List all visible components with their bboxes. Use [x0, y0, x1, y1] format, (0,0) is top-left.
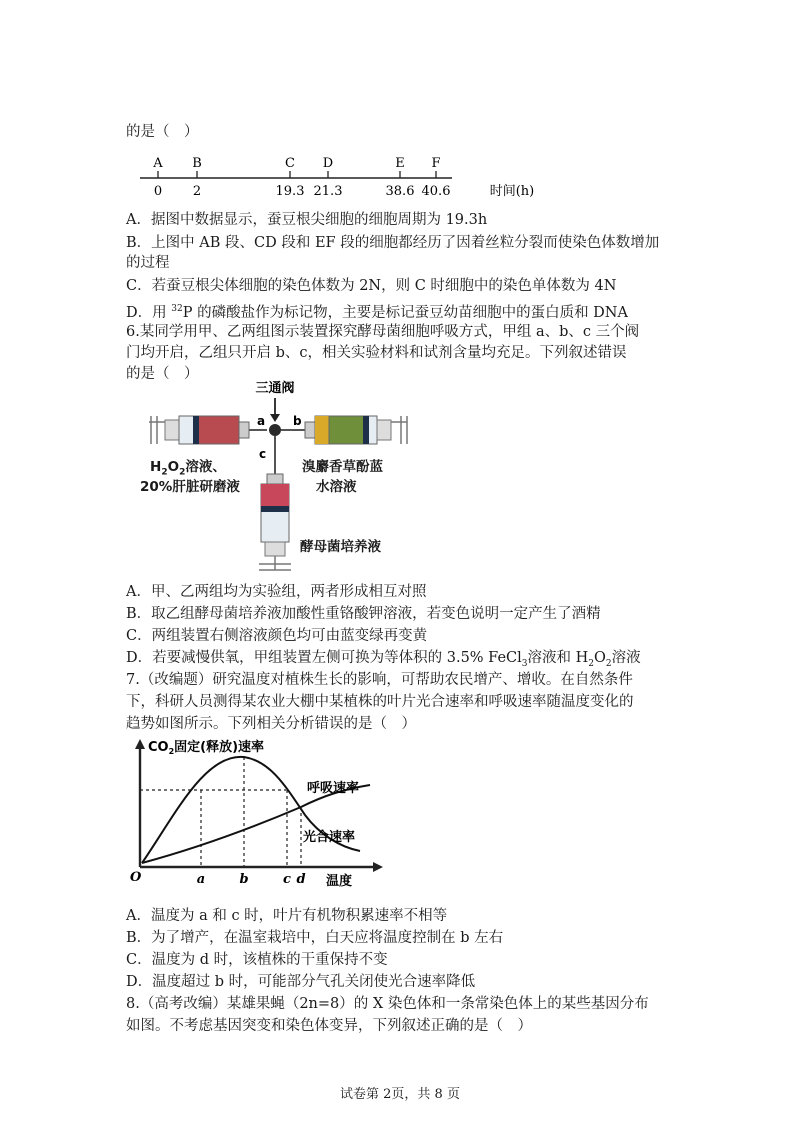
- q6-option-d: D．若要减慢供氧，甲组装置左侧可换为等体积的 3.5% FeCl$_3$溶液和 $H_2O_2$溶液: [126, 650, 641, 669]
- timeline-unit: 时间(h): [489, 184, 535, 199]
- q8-stem-line2: 如图。不考虑基因突变和染色体变异，下列叙述正确的是（ ）: [126, 1018, 532, 1034]
- timeline-hour-label: 2: [192, 184, 202, 199]
- timeline-hour-label: 0: [153, 184, 163, 199]
- bottom-syringe: [259, 474, 291, 570]
- photosynthesis-series-label: 光合速率: [303, 830, 356, 845]
- x-tick-label: c: [283, 872, 291, 887]
- timeline-point-label: B: [192, 156, 202, 171]
- q7-stem-line3: 趋势如图所示。下列相关分析错误的是（ ）: [126, 716, 416, 732]
- respiration-curve: [142, 785, 370, 863]
- timeline-point-label: F: [431, 156, 441, 171]
- rate-temperature-chart: [120, 735, 420, 895]
- x-axis-label: 温度: [326, 874, 353, 889]
- q5-option-b-line1: B．上图中 AB 段、CD 段和 EF 段的细胞都经历了因着丝粒分裂而使染色体数增加: [126, 235, 660, 251]
- right-syringe-label-line1: 溴麝香草酚蓝: [302, 459, 383, 475]
- respiration-series-label: 呼吸速率: [307, 781, 360, 796]
- q8-stem-line1: 8.（高考改编）某雄果蝇（2n=8）的 X 染色体和一条常染色体上的某些基因分布: [126, 996, 649, 1012]
- valve-label: 三通阀: [255, 381, 295, 396]
- valve-label-c: c: [259, 447, 267, 461]
- timeline-figure: [140, 150, 540, 202]
- x-tick-label: b: [239, 872, 249, 887]
- q6-option-a: A．甲、乙两组均为实验组，两者形成相互对照: [126, 584, 427, 600]
- timeline-hour-label: 40.6: [421, 184, 451, 199]
- left-syringe-label-line1: $H_2O_2$溶液、: [150, 459, 226, 478]
- q7-option-c: C．温度为 d 时，该植株的干重保持不变: [126, 952, 388, 968]
- x-tick-label: a: [196, 872, 206, 887]
- q7-stem-line1: 7.（改编题）研究温度对植株生长的影响，可帮助农民增产、增收。在自然条件: [126, 672, 633, 688]
- right-syringe: [305, 416, 407, 444]
- q7-option-b: B．为了增产，在温室栽培中，白天应将温度控制在 b 左右: [126, 930, 504, 946]
- q6-option-b: B．取乙组酵母菌培养液加酸性重铬酸钾溶液，若变色说明一定产生了酒精: [126, 606, 601, 622]
- q6-stem-line2: 门均开启，乙组只开启 b、c，相关实验材料和试剂含量均充足。下列叙述错误: [126, 345, 627, 361]
- timeline-hour-label: 21.3: [313, 184, 343, 199]
- q5-option-a: A．据图中数据显示，蚕豆根尖细胞的细胞周期为 19.3h: [126, 212, 488, 228]
- q5-option-b-line2: 的过程: [126, 255, 170, 271]
- photosynthesis-curve: [142, 757, 360, 863]
- y-axis-label: $CO_2$固定(释放)速率: [148, 740, 265, 756]
- left-syringe-label-line2: 20%肝脏研磨液: [140, 479, 240, 495]
- timeline-point-label: E: [395, 156, 405, 171]
- timeline-hour-label: 19.3: [275, 184, 305, 199]
- bottom-syringe-label: 酵母菌培养液: [300, 539, 381, 555]
- q5-option-c: C．若蚕豆根尖体细胞的染色体数为 2N，则 C 时细胞中的染色单体数为 4N: [126, 278, 617, 294]
- q7-option-d: D．温度超过 b 时，可能部分气孔关闭使光合速率降低: [126, 974, 476, 990]
- timeline-point-label: D: [322, 156, 334, 171]
- timeline-point-label: A: [153, 156, 163, 171]
- intro-text: 的是（ ）: [126, 124, 199, 140]
- q7-stem-line2: 下，科研人员测得某农业大棚中某植株的叶片光合速率和呼吸速率随温度变化的: [126, 694, 634, 710]
- left-syringe: [149, 416, 267, 444]
- q5-option-d: D．用 $^{32}$P 的磷酸盐作为标记物，主要是标记蚕豆幼苗细胞中的蛋白质和 DNA: [126, 304, 628, 321]
- valve-label-b: b: [293, 414, 302, 428]
- q6-stem-line3: 的是（ ）: [126, 366, 199, 382]
- x-tick-label: d: [296, 872, 306, 887]
- q6-option-c: C．两组装置右侧溶液颜色均可由蓝变绿再变黄: [126, 628, 428, 644]
- valve-label-a: a: [257, 414, 266, 428]
- q6-stem-line1: 6.某同学用甲、乙两组图示装置探究酵母菌细胞呼吸方式，甲组 a、b、c 三个阀: [126, 324, 640, 340]
- page-footer: 试卷第 2页，共 8 页: [340, 1087, 460, 1102]
- timeline-hour-label: 38.6: [385, 184, 415, 199]
- timeline-point-label: C: [285, 156, 295, 171]
- right-syringe-label-line2: 水溶液: [316, 479, 357, 495]
- q7-option-a: A．温度为 a 和 c 时，叶片有机物积累速率不相等: [126, 908, 448, 924]
- origin-label: O: [130, 870, 142, 885]
- guide-lines: [140, 757, 301, 867]
- three-way-valve: [269, 424, 281, 436]
